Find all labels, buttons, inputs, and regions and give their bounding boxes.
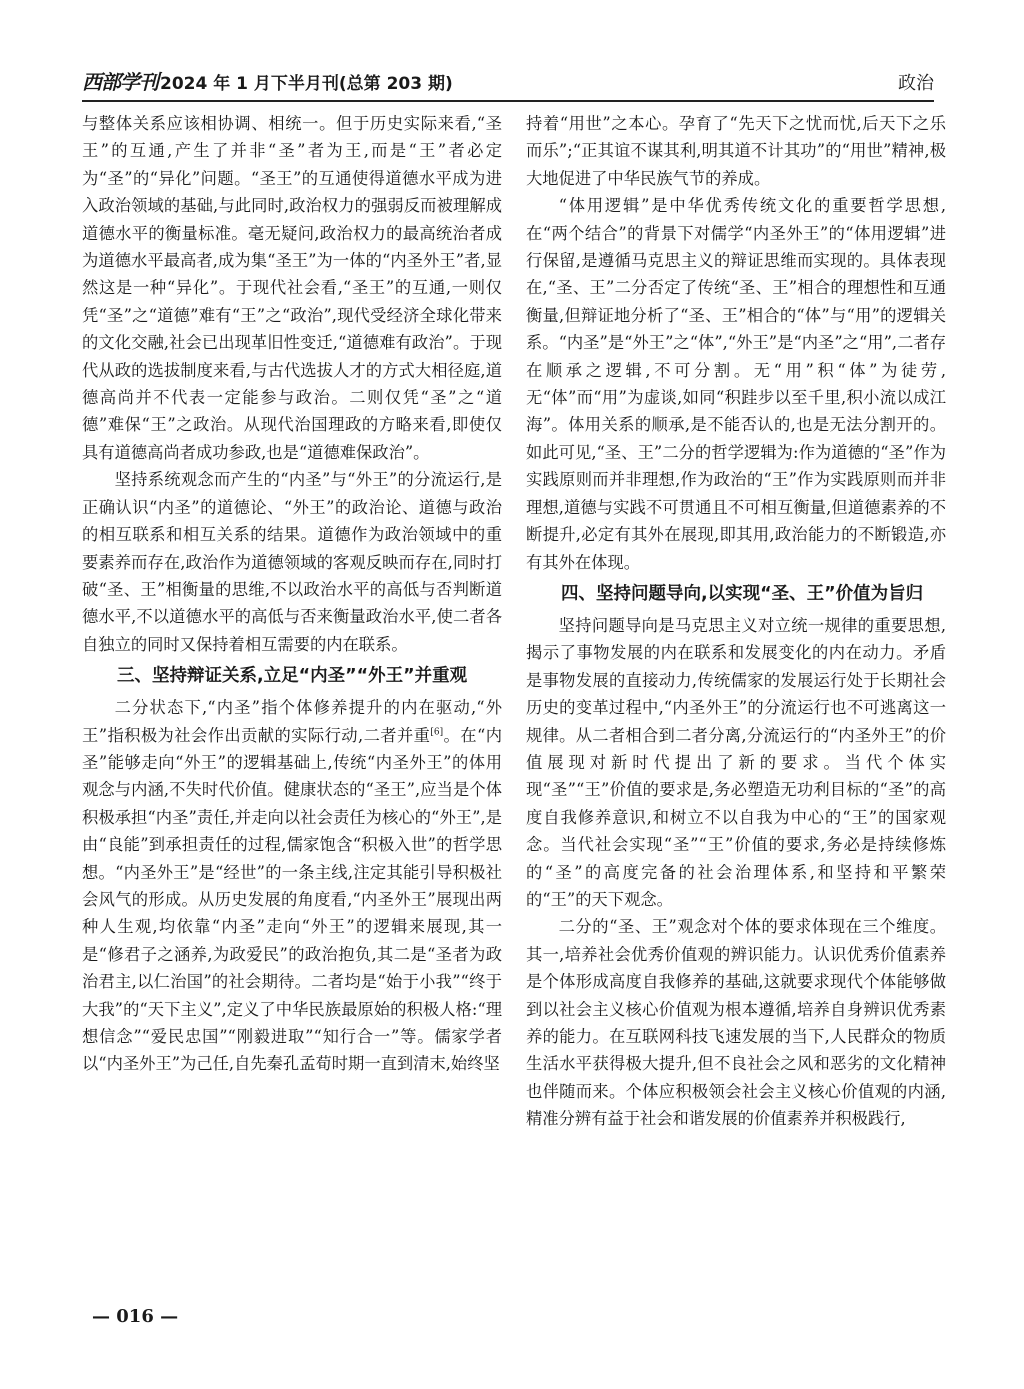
paragraph: “体用逻辑”是中华优秀传统文化的重要哲学思想,在“两个结合”的背景下对儒学“内圣外王”的“体用逻辑”进行保留,是遵循马克思主义的辩证思维而实现的。具体表现在,“圣、王”二分否定了传统“圣、王”相合的理想性和互通衡量,但辩证地分析了“圣、王”相合的“体”与“用”的逻辑关系。“内圣”是“外王”之“体”,“外王”是“内圣”之“用”,二者存在顺承之逻辑,不可分割。无“用”积“体”为徒劳,无“体”而“用”为虚谈,如同“积跬步以至千里,积小流以成江海”。体用关系的顺承,是不能否认的,也是无法分割开的。如此可见,“圣、王”二分的哲学逻辑为:作为道德的“圣”作为实践原则而并非理想,作为政治的“王”作为实践原则而并非理想,道德与实践不可贯通且不可相互衡量,但道德素养的不断提升,必定有其外在展现,即其用,政治能力的不断锻造,亦有其外在体现。 (526, 196, 946, 572)
page-header (82, 66, 934, 102)
right-column (526, 110, 946, 1133)
header-left (82, 66, 453, 100)
paragraph: 坚持问题导向是马克思主义对立统一规律的重要思想,揭示了事物发展的内在联系和发展变化的内在动力。矛盾是事物发展的直接动力,传统儒家的发展运行处于长期社会历史的变革过程中,“内圣外王”的分流运行也不可逃离这一规律。从二者相合到二者分离,分流运行的“内圣外王”的价值展现对新时代提出了新的要求。当代个体实现“圣”“王”价值的要求是,务必塑造无功利目标的“圣”的高度自我修养意识,和树立不以自我为中心的“王”的国家观念。当代社会实现“圣”“王”价值的要求,务必是持续修炼的“圣”的高度完备的社会治理体系,和坚持和平繁荣的“王”的天下观念。 (526, 615, 946, 909)
issue-info: 2024 年 1 月下半月刊(总第 203 期) (160, 74, 453, 94)
paragraph: 二分的“圣、王”观念对个体的要求体现在三个维度。其一,培养社会优秀价值观的辨识能力。认识优秀价值素养是个体形成高度自我修养的基础,这就要求现代个体能够做到以社会主义核心价值观为根本遵循,培养自身辨识优秀素养的能力。在互联网科技飞速发展的当下,人民群众的物质生活水平获得极大提升,但不良社会之风和恶劣的文化精神也伴随而来。个体应积极领会社会主义核心价值观的内涵,精准分辨有益于社会和谐发展的价值素养并积极践行, (526, 917, 946, 1129)
section-heading-3: 三、坚持辩证关系,立足“内圣”“外王”并重观 (117, 666, 468, 687)
paragraph-text: 。在“内圣”能够走向“外王”的逻辑基础上,传统“内圣外王”的体用观念与内涵,不失时代价值。健康状态的“圣王”,应当是个体积极承担“内圣”责任,并走向以社会责任为核心的“外王”,是由“良能”到承担责任的过程,儒家饱含“积极入世”的哲学思想。“内圣外王”是“经世”的一条主线,注定其能引导积极社会风气的形成。从历史发展的角度看,“内圣外王”展现出两种人生观,均依靠“内圣”走向“外王”的逻辑来展现,其一是“修君子之涵养,为政爱民”的政治抱负,其二是“圣者为政治君主,以仁治国”的社会期待。二者均是“始于小我”“终于大我”的“天下主义”,定义了中华民族最原始的积极人格:“理想信念”“爱民忠国”“刚毅进取”“知行合一”等。儒家学者以“内圣外王”为己任,自先秦孔孟荀时期一直到清末,始终坚 (82, 725, 502, 1074)
section-label: 政治 (898, 73, 934, 94)
paragraph-text: 二分状态下,“内圣”指个体修养提升的内在驱动,“外王”指积极为社会作出贡献的实际行动,二者并重 (82, 698, 502, 745)
citation-ref: [6] (430, 727, 444, 738)
paragraph: 坚持系统观念而产生的“内圣”与“外王”的分流运行,是正确认识“内圣”的道德论、“外王”的政治论、道德与政治的相互联系和相互关系的结果。道德作为政治领域中的重要素养而存在,政治作为道德领域的客观反映而存在,同时打破“圣、王”相衡量的思维,不以政治水平的高低与否判断道德水平,不以道德水平的高低与否来衡量政治水平,使二者各自独立的同时又保持着相互需要的内在联系。 (82, 470, 502, 654)
left-column (82, 110, 502, 1078)
journal-logo: 西部学刊 (82, 70, 158, 94)
page-number: — 016 — (92, 1306, 179, 1327)
paragraph: 与整体关系应该相协调、相统一。但于历史实际来看,“圣王”的互通,产生了并非“圣”者为王,而是“王”者必定为“圣”的“异化”问题。“圣王”的互通使得道德水平成为进入政治领域的基础,与此同时,政治权力的强弱反而被理解成道德水平的衡量标准。毫无疑问,政治权力的最高统治者成为道德水平最高者,成为集“圣王”为一体的“内圣外王”者,显然这是一种“异化”。于现代社会看,“圣王”的互通,一则仅凭“圣”之“道德”难有“王”之“政治”,现代受经济全球化带来的文化交融,社会已出现革旧性变迁,“道德难有政治”。于现代从政的选拔制度来看,与古代选拔人才的方式大相径庭,道德高尚并不代表一定能参与政治。二则仅凭“圣”之“道德”难保“王”之政治。从现代治国理政的方略来看,即使仅具有道德高尚者成功参政,也是“道德难保政治”。 (82, 114, 502, 462)
paragraph (82, 694, 502, 1078)
paragraph: 持着“用世”之本心。孕育了“先天下之忧而忧,后天下之乐而乐”;“正其谊不谋其利,明其道不计其功”的“用世”精神,极大地促进了中华民族气节的养成。 (526, 114, 946, 188)
section-heading-4: 四、坚持问题导向,以实现“圣、王”价值为旨归 (561, 583, 924, 604)
